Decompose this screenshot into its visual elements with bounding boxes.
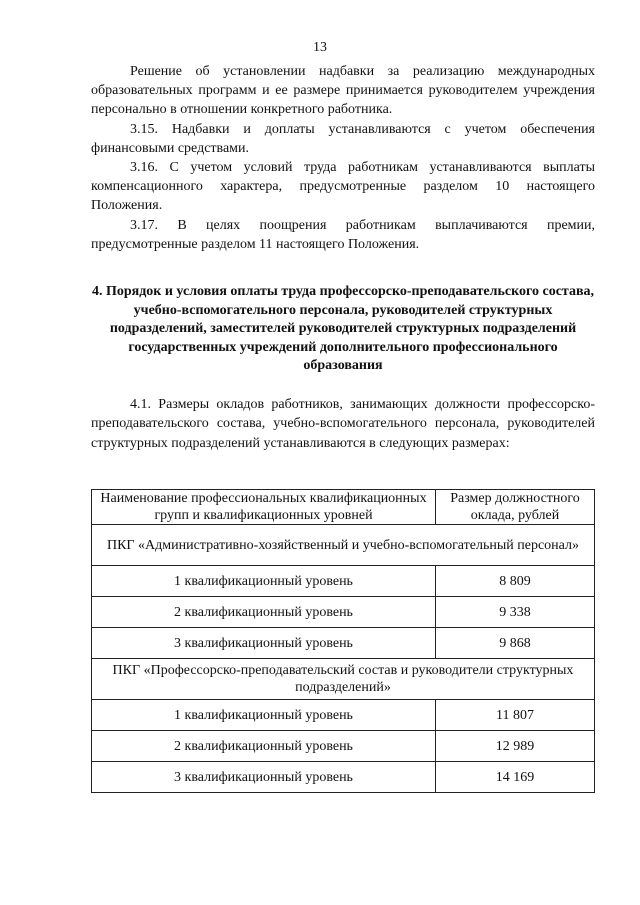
- paragraph-3-16: [91, 158, 595, 216]
- paragraph-number: 3.17.: [130, 217, 158, 233]
- table-header-row: [92, 490, 595, 525]
- level-cell: 2 квалификационный уровень: [92, 597, 436, 628]
- table-row: [92, 731, 595, 762]
- section-heading: 4. Порядок и условия оплаты труда профессорско-преподавательского состава, учебно-вспомогательного персонала, руководителей структурных подразделений, заместителей руководителей структурных подразделений государственных учреждений дополнительного профессионального образования: [91, 284, 595, 374]
- group-row-teaching: [92, 659, 595, 700]
- paragraph-text: Размеры окладов работников, занимающих должности профессорско-преподавательского состава, учебно-вспомогательного персонала, руководителей структурных подразделений устанавливаются в следующих размерах:: [91, 397, 595, 451]
- paragraph-number: 3.15.: [130, 121, 158, 137]
- paragraph-3-17: [91, 216, 595, 254]
- level-cell: 3 квалификационный уровень: [92, 762, 436, 793]
- group-title: ПКГ «Профессорско-преподавательский состав и руководители структурных подразделений»: [92, 659, 595, 700]
- paragraph-4-1: [91, 395, 595, 453]
- salary-cell: 14 169: [436, 762, 595, 793]
- paragraph-3-15: [91, 120, 595, 158]
- table-row: [92, 566, 595, 597]
- table-row: [92, 762, 595, 793]
- table-row: [92, 700, 595, 731]
- body-text-block: [91, 62, 595, 254]
- salary-cell: 9 338: [436, 597, 595, 628]
- salary-table: [91, 489, 595, 793]
- paragraph-text: Надбавки и доплаты устанавливаются с учетом обеспечения финансовыми средствами.: [91, 121, 595, 156]
- table-row: [92, 597, 595, 628]
- header-qualification-groups: Наименование профессиональных квалификационных групп и квалификационных уровней: [92, 490, 436, 525]
- level-cell: 3 квалификационный уровень: [92, 628, 436, 659]
- salary-cell: 11 807: [436, 700, 595, 731]
- paragraph-allowance-decision: [91, 62, 595, 120]
- salary-cell: 12 989: [436, 731, 595, 762]
- group-title: ПКГ «Административно-хозяйственный и учебно-вспомогательный персонал»: [92, 525, 595, 566]
- page-number: 13: [313, 40, 327, 55]
- table-row: [92, 628, 595, 659]
- header-salary-size: Размер должностного оклада, рублей: [436, 490, 595, 525]
- level-cell: 2 квалификационный уровень: [92, 731, 436, 762]
- paragraph-text: Решение об установлении надбавки за реализацию международных образовательных программ и ее размере принимается руководителем учреждения персонально в отношении конкретного работника.: [91, 64, 595, 118]
- paragraph-number: 4.1.: [130, 397, 151, 412]
- group-row-admin: [92, 525, 595, 566]
- paragraph-text: В целях поощрения работникам выплачиваются премии, предусмотренные разделом 11 настоящего Положения.: [91, 217, 596, 252]
- paragraph-number: 3.16.: [130, 160, 158, 176]
- salary-cell: 9 868: [436, 628, 595, 659]
- salary-cell: 8 809: [436, 566, 595, 597]
- level-cell: 1 квалификационный уровень: [92, 566, 436, 597]
- level-cell: 1 квалификационный уровень: [92, 700, 436, 731]
- paragraph-text: С учетом условий труда работникам устанавливаются выплаты компенсационного характера, предусмотренные разделом 10 настоящего Положения.: [91, 160, 596, 214]
